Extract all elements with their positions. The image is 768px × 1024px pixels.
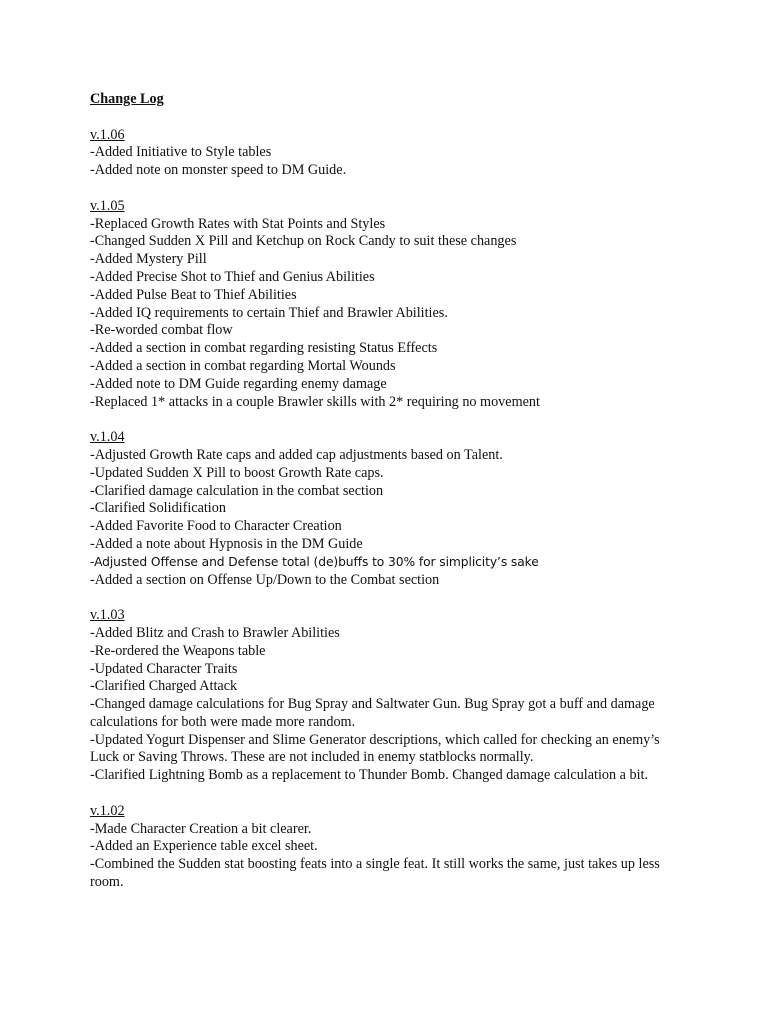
version-block-1-03 bbox=[90, 607, 690, 785]
changelog-entry: -Added Blitz and Crash to Brawler Abilities bbox=[90, 624, 340, 641]
changelog-entry: -Added Favorite Food to Character Creation bbox=[90, 518, 342, 535]
changelog-entry: -Re-ordered the Weapons table bbox=[90, 642, 266, 659]
version-heading: v.1.02 bbox=[90, 802, 125, 819]
changelog-entry: -Combined the Sudden stat boosting feats into a single feat. It still works the same, just takes up less room. bbox=[90, 856, 660, 891]
changelog-entry: -Re-worded combat flow bbox=[90, 322, 233, 339]
version-heading: v.1.06 bbox=[90, 126, 125, 143]
changelog-entry: -Replaced Growth Rates with Stat Points and Styles bbox=[90, 215, 386, 232]
version-block-1-05 bbox=[90, 198, 690, 412]
changelog-entry: -Added a note about Hypnosis in the DM Guide bbox=[90, 535, 363, 552]
changelog-entry: -Clarified damage calculation in the combat section bbox=[90, 482, 384, 499]
changelog-entry: -Added a section in combat regarding Mortal Wounds bbox=[90, 357, 396, 374]
changelog-entry: -Clarified Charged Attack bbox=[90, 678, 238, 695]
changelog-entry: -Added Initiative to Style tables bbox=[90, 144, 272, 161]
changelog-entry: -Added Precise Shot to Thief and Genius Abilities bbox=[90, 268, 375, 285]
version-block-1-06 bbox=[90, 127, 690, 180]
version-block-1-04 bbox=[90, 429, 690, 589]
changelog-entry: -Added note on monster speed to DM Guide. bbox=[90, 162, 347, 179]
changelog-entry: -Changed damage calculations for Bug Spray and Saltwater Gun. Bug Spray got a buff and damage calculations for both were made more random. bbox=[90, 696, 655, 730]
changelog-entry: -Replaced 1* attacks in a couple Brawler skills with 2* requiring no movement bbox=[90, 393, 540, 410]
changelog-entry: -Added a section on Offense Up/Down to the Combat section bbox=[90, 571, 440, 588]
version-heading: v.1.05 bbox=[90, 197, 125, 214]
version-heading: v.1.03 bbox=[90, 607, 125, 624]
changelog-entry: -Added note to DM Guide regarding enemy damage bbox=[90, 375, 387, 392]
document-page bbox=[90, 91, 690, 910]
version-block-1-02 bbox=[90, 803, 690, 892]
changelog-entry: -Added an Experience table excel sheet. bbox=[90, 838, 318, 855]
changelog-entry: -Clarified Solidification bbox=[90, 500, 226, 517]
changelog-entry: -Added Pulse Beat to Thief Abilities bbox=[90, 286, 297, 303]
changelog-entry: -Updated Character Traits bbox=[90, 660, 238, 677]
changelog-entry: -Adjusted Offense and Defense total (de)buffs to 30% for simplicity’s sake bbox=[90, 554, 539, 569]
changelog-entry: -Clarified Lightning Bomb as a replacement to Thunder Bomb. Changed damage calculation a bit. bbox=[90, 767, 649, 784]
changelog-entry: -Updated Sudden X Pill to boost Growth Rate caps. bbox=[90, 464, 384, 481]
document-title: Change Log bbox=[90, 91, 164, 107]
changelog-entry: -Updated Yogurt Dispenser and Slime Generator descriptions, which called for checking an enemy’s Luck or Saving Throws. These are not included in enemy statblocks normally. bbox=[90, 731, 660, 766]
changelog-entry: -Made Character Creation a bit clearer. bbox=[90, 820, 312, 837]
changelog-entry: -Added IQ requirements to certain Thief and Brawler Abilities. bbox=[90, 304, 448, 321]
version-heading: v.1.04 bbox=[90, 429, 125, 446]
changelog-entry: -Added Mystery Pill bbox=[90, 251, 207, 268]
changelog-entry: -Changed Sudden X Pill and Ketchup on Rock Candy to suit these changes bbox=[90, 233, 517, 250]
changelog-entry: -Added a section in combat regarding resisting Status Effects bbox=[90, 340, 438, 357]
changelog-entry: -Adjusted Growth Rate caps and added cap adjustments based on Talent. bbox=[90, 446, 503, 463]
